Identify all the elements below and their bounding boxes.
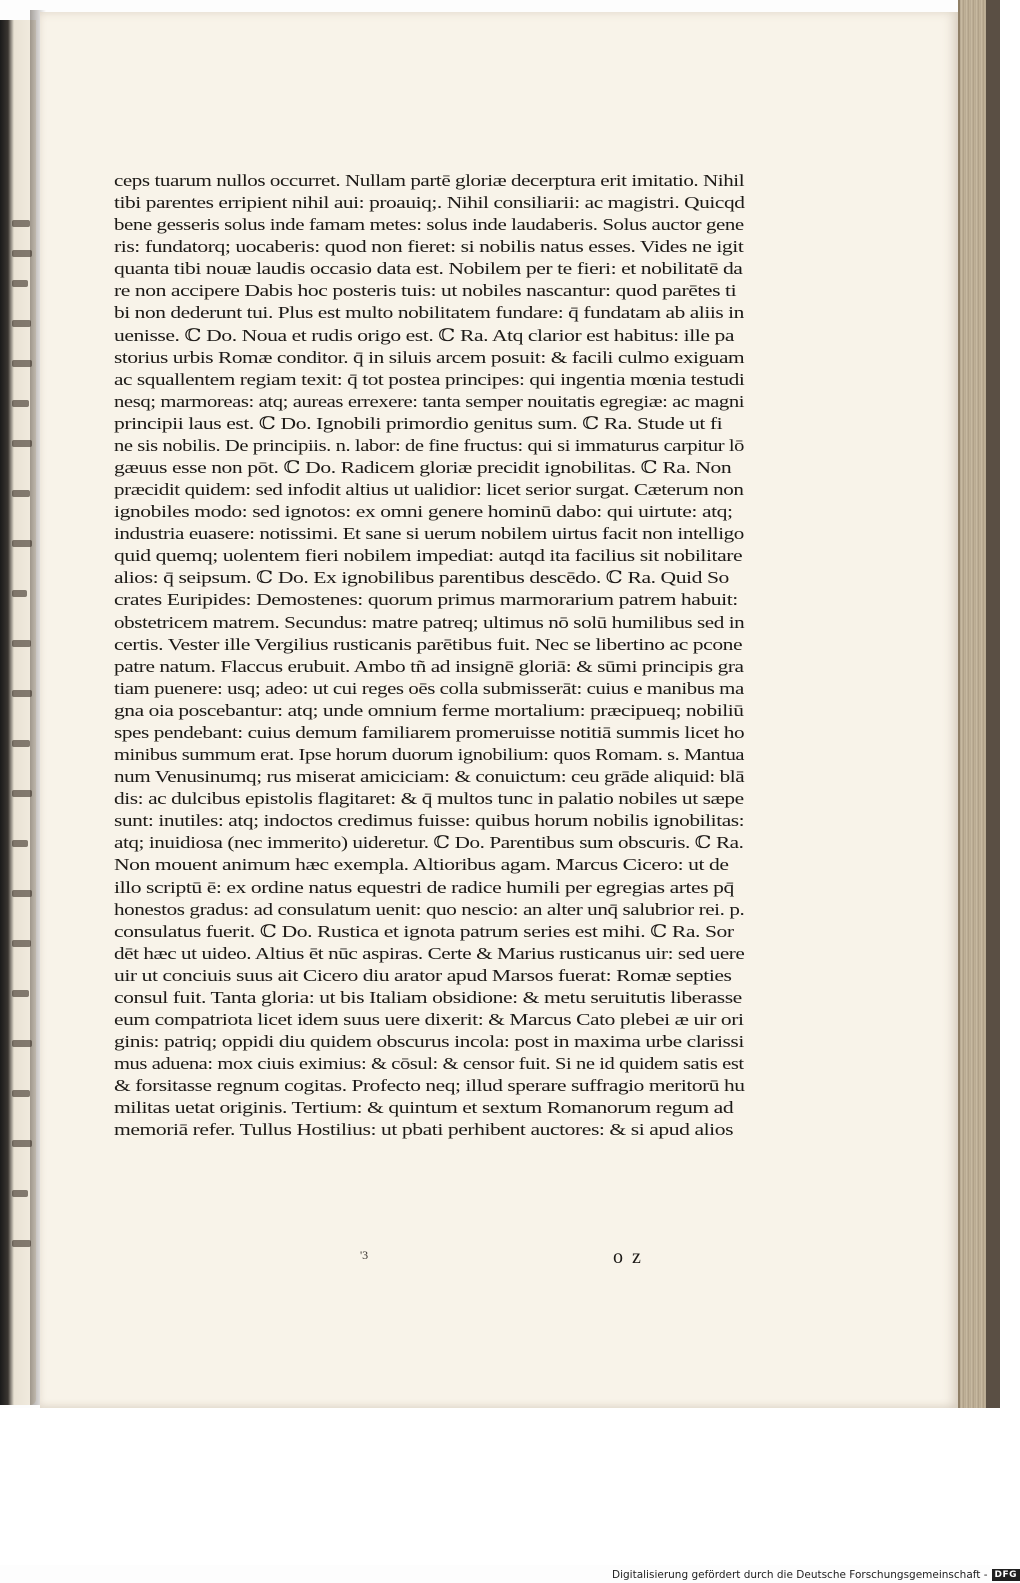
text-line: memoriā refer. Tullus Hostilius: ut pbati perhibent auctores: & si apud alios — [114, 1120, 734, 1140]
small-mark: '3 — [360, 1248, 369, 1262]
text-line: honestos gradus: ad consulatum uenit: quo nescio: an alter unq̄ salubrior rei. p. — [114, 899, 745, 919]
text-line: storius urbis Romæ conditor. q̄ in siluis arcem posuit: & facili culmo exiguam — [114, 347, 745, 367]
text-line: mus aduena: mox ciuis eximius: & cōsul: & censor fuit. Si ne id quidem satis est — [114, 1054, 744, 1074]
text-line: gæuus esse non pōt. ℂ Do. Radicem gloriæ precidit ignobilitas. ℂ Ra. Non — [114, 458, 732, 478]
text-line: dis: ac dulcibus epistolis flagitaret: & q̄ multos tunc in palatio nobiles ut sæpe — [114, 789, 744, 809]
text-line: præcidit quidem: sed infodit altius ut ualidior: licet serior surgat. Cæterum non — [114, 480, 744, 500]
body-text — [114, 170, 744, 1141]
text-line: tibi parentes erripient nihil aui: proauiq;. Nihil consiliarii: ac magistri. Quicqd — [114, 193, 745, 213]
text-line: bene gesseris solus inde famam metes: solus inde laudaberis. Solus auctor gene — [114, 215, 744, 235]
text-line: uir ut conciuis suus ait Cicero diu arator apud Marsos fuerat: Romæ septies — [114, 965, 732, 985]
text-line: gna oia poscebantur: atq; unde omnium ferme mortalium: præcipueq; nobiliū — [114, 700, 744, 720]
text-line: obstetricem matrem. Secundus: matre patreq; ultimus nō solū humilibus sed in — [114, 612, 745, 632]
text-line: ceps tuarum nullos occurret. Nullam partē gloriæ decerptura erit imitatio. Nihil — [114, 171, 745, 190]
text-line: principii laus est. ℂ Do. Ignobili primordio genitus sum. ℂ Ra. Stude ut fi — [114, 413, 723, 433]
text-line: tiam puenere: usq; adeo: ut cui reges oēs colla submisserāt: cuius e manibus ma — [114, 678, 744, 698]
text-line: alios: q̄ seipsum. ℂ Do. Ex ignobilibus parentibus descēdo. ℂ Ra. Quid So — [114, 568, 729, 588]
text-line: ginis: patriq; oppidi diu quidem obscurus incola: post in maxima urbe clarissi — [114, 1032, 744, 1052]
text-line: illo scriptū ē: ex ordine natus equestri de radice humili per egregias artes pq̄ — [114, 877, 734, 897]
text-line: sunt: inutiles: atq; indoctos credimus fuisse: quibus horum nobilis ignobilitas: — [114, 811, 745, 831]
text-line: ris: fundatorq; uocaberis: quod non fieret: si nobilis natus esses. Vides ne igit — [114, 237, 744, 257]
signature-mark: o z — [613, 1246, 643, 1268]
text-line: militas uetat originis. Tertium: & quintum et sextum Romanorum regum ad — [114, 1098, 734, 1118]
text-line: Non mouent animum hæc exempla. Altioribus agam. Marcus Cicero: ut de — [114, 855, 729, 875]
dfg-logo: DFG — [992, 1569, 1020, 1581]
text-line: eum compatriota licet idem suus uere dixerit: & Marcus Cato plebei æ uir ori — [114, 1009, 744, 1029]
text-line: ne sis nobilis. De principiis. n. labor: de fine fructus: qui si immaturus carpitur lō — [114, 435, 745, 455]
text-line: crates Euripides: Demostenes: quorum primus marmorarium patrem habuit: — [114, 590, 738, 610]
text-line: uenisse. ℂ Do. Noua et rudis origo est. ℂ Ra. Atq clarior est habitus: ille pa — [114, 325, 734, 345]
text-line: quanta tibi nouæ laudis occasio data est. Nobilem per te fieri: et nobilitatē da — [114, 259, 743, 279]
text-line: dēt hæc ut uideo. Altius ēt nūc aspiras. Certe & Marius rusticanus uir: sed uere — [114, 943, 745, 963]
text-line: nesq; marmoreas: atq; aureas errexere: tanta semper nouitatis egregiæ: ac magni — [114, 391, 745, 411]
text-line: ignobiles modo: sed ignotos: ex omni genere hominū dabo: qui uirtute: atq; — [114, 502, 733, 522]
text-line: patre natum. Flaccus erubuit. Ambo tñ ad insignē gloriā: & sūmi principis gra — [114, 656, 744, 676]
text-line: minibus summum erat. Ipse horum duorum ignobilium: quos Romam. s. Mantua — [114, 745, 745, 765]
text-line: consul fuit. Tanta gloria: ut bis Italiam obsidione: & metu seruitutis liberasse — [114, 987, 742, 1007]
text-line: consulatus fuerit. ℂ Do. Rustica et ignota patrum series est mihi. ℂ Ra. Sor — [114, 921, 734, 941]
text-line: num Venusinumq; rus miserat amiciciam: & conuictum: ceu grāde aliquid: blā — [114, 767, 745, 787]
text-line: spes pendebant: cuius demum familiarem promeruisse notitiā summis licet ho — [114, 722, 745, 742]
book-cover-edge — [986, 0, 1000, 1410]
credit-text: Digitalisierung gefördert durch die Deutsche Forschungsgemeinschaft - — [612, 1569, 988, 1581]
scanner-background — [0, 1408, 1000, 1565]
digitization-credit — [612, 1567, 1020, 1583]
text-line: bi non dederunt tui. Plus est multo nobilitatem fundare: q̄ fundatam ab aliis in — [114, 303, 744, 323]
text-line: certis. Vester ille Vergilius rusticanis parētibus fuit. Nec se libertino ac pcone — [114, 634, 743, 654]
text-line: industria euasere: notissimi. Et sane si uerum nobilem uirtus facit non intelligo — [114, 524, 744, 544]
text-line: quid quemq; uolentem fieri nobilem impediat: autqd ita facilius sit nobilitare — [114, 546, 743, 566]
text-line: atq; inuidiosa (nec immerito) uideretur. ℂ Do. Parentibus sum obscuris. ℂ Ra. — [114, 833, 744, 853]
text-line: ac squallentem regiam texit: q̄ tot postea principes: qui ingentia mœnia testudi — [114, 369, 745, 389]
text-line: & forsitasse regnum cogitas. Profecto neq; illud sperare suffragio meritorū hu — [114, 1076, 745, 1096]
text-line: re non accipere Dabis hoc posteris tuis: ut nobiles nascantur: quod parētes ti — [114, 281, 737, 301]
